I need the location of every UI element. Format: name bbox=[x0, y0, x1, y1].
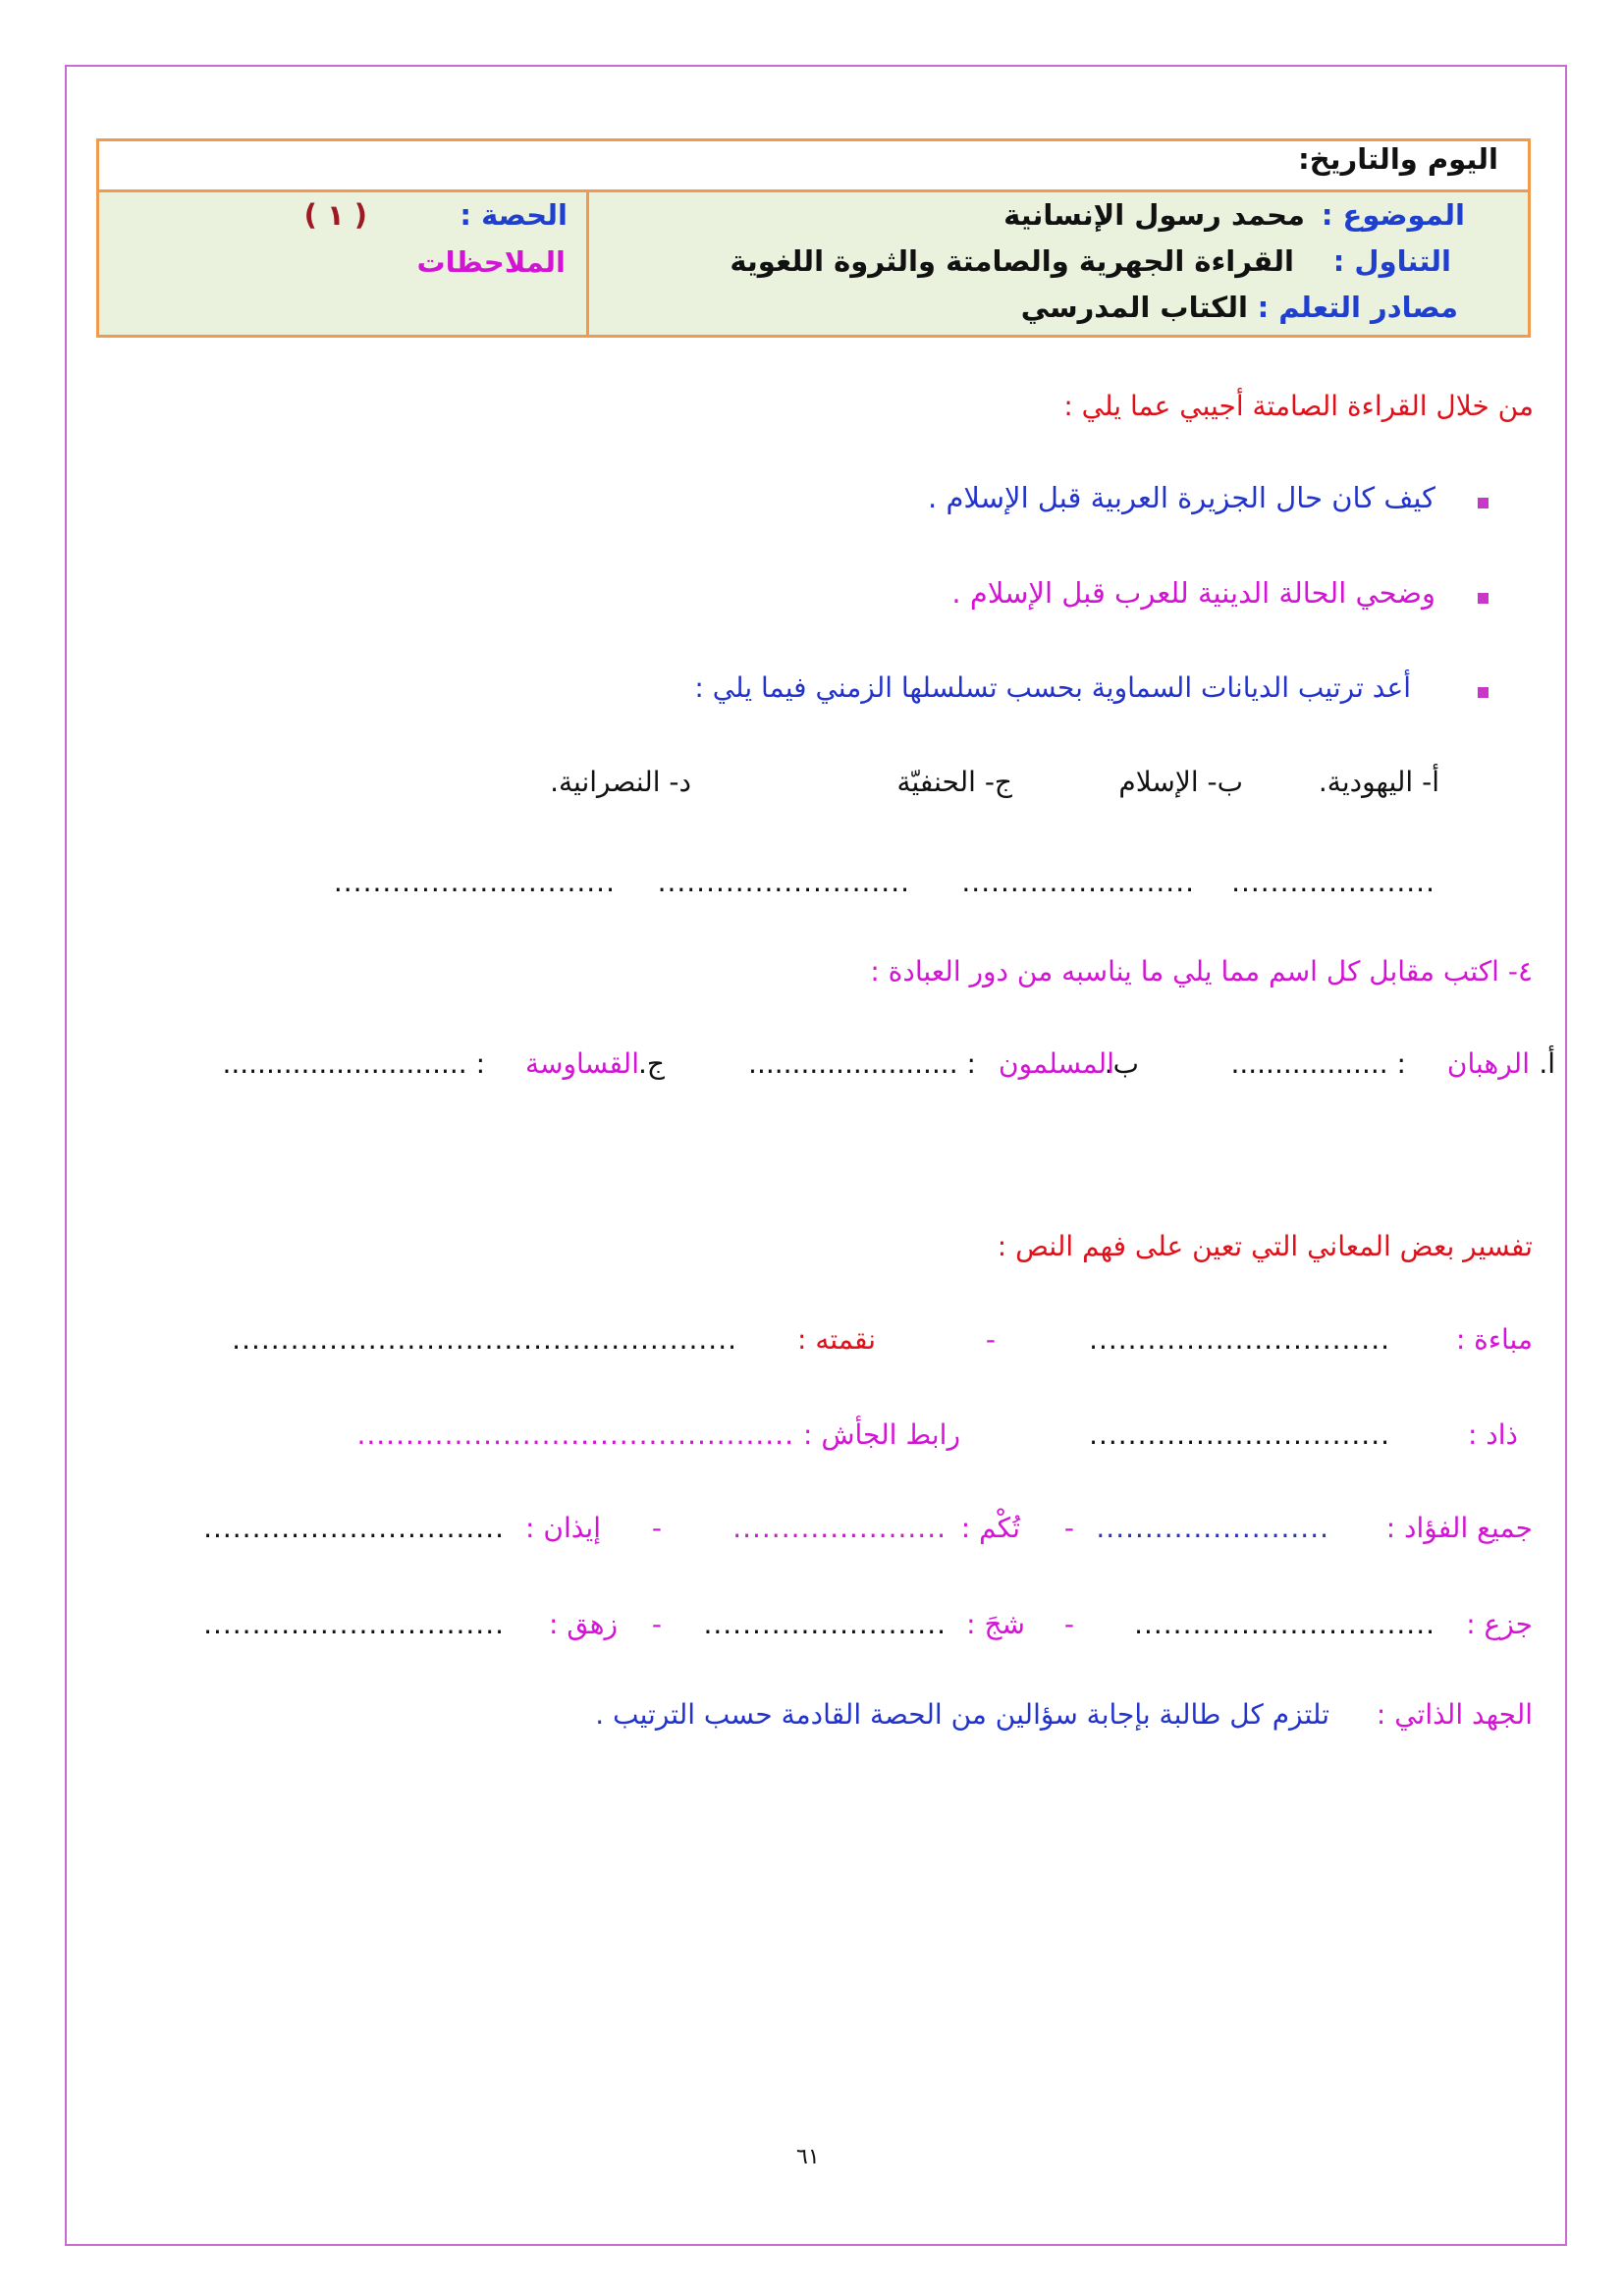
option-a: أ- اليهودية. bbox=[1318, 766, 1439, 798]
subject-value: محمد رسول الإنسانية bbox=[1003, 198, 1305, 232]
day-date-label: اليوم والتاريخ: bbox=[1298, 142, 1498, 176]
meanings-heading: تفسير بعض المعاني التي تعين على فهم النص : bbox=[997, 1230, 1533, 1262]
word-ithan: إيذان : bbox=[525, 1512, 601, 1544]
blank-shaj[interactable]: ......................... bbox=[703, 1608, 947, 1640]
word-mabaa: مباءة : bbox=[1455, 1323, 1533, 1356]
separator: - bbox=[1063, 1608, 1074, 1640]
page-number: ٦١ bbox=[796, 2145, 820, 2169]
word-zahaq: زهق : bbox=[549, 1608, 618, 1640]
header-divider bbox=[586, 192, 589, 335]
notes-label: الملاحظات bbox=[416, 245, 566, 279]
option-b: ب- الإسلام bbox=[1118, 766, 1243, 798]
worship-question: ٤- اكتب مقابل كل اسم مما يلي ما يناسبه من دور العبادة : bbox=[870, 955, 1533, 988]
option-c: ج- الحنفيّة bbox=[896, 766, 1012, 798]
item-c-name: القساوسة bbox=[525, 1047, 639, 1080]
item-a-prefix: أ. bbox=[1539, 1047, 1555, 1080]
self-effort-label: الجهد الذاتي : bbox=[1376, 1698, 1533, 1731]
question-3: أعد ترتيب الديانات السماوية بحسب تسلسلها الزمني فيما يلي : bbox=[694, 671, 1411, 704]
coverage-label: التناول : bbox=[1332, 244, 1451, 278]
answer-blank-4[interactable]: ............................. bbox=[333, 866, 616, 898]
period-label: الحصة : bbox=[460, 198, 568, 232]
separator: - bbox=[651, 1512, 662, 1544]
silent-reading-heading: من خلال القراءة الصامتة أجيبي عما يلي : bbox=[1063, 390, 1534, 422]
blank-rabit-aljash[interactable]: ............................................. bbox=[356, 1418, 794, 1451]
period-value: ( ١ ) bbox=[303, 198, 367, 232]
sources-value: الكتاب المدرسي bbox=[1020, 291, 1248, 324]
blank-mabaa[interactable]: ............................... bbox=[1089, 1323, 1390, 1356]
blank-jaza[interactable]: ............................... bbox=[1134, 1608, 1435, 1640]
item-b-prefix: ب. bbox=[1104, 1047, 1139, 1080]
blank-zahaq[interactable]: ............................... bbox=[203, 1608, 505, 1640]
question-2: وضحي الحالة الدينية للعرب قبل الإسلام . bbox=[951, 576, 1435, 610]
sources-label: مصادر التعلم : bbox=[1257, 291, 1458, 324]
answer-blank-3[interactable]: .......................... bbox=[657, 866, 910, 898]
item-c-prefix: ج. bbox=[638, 1047, 665, 1080]
item-c-blank[interactable]: : ............................ bbox=[222, 1047, 485, 1080]
blank-naqmatuh[interactable]: .................................................... bbox=[232, 1323, 737, 1356]
item-b-blank[interactable]: : ........................ bbox=[748, 1047, 976, 1080]
word-shaj: شجَ : bbox=[966, 1608, 1025, 1640]
item-b-name: المسلمون bbox=[999, 1047, 1114, 1080]
blank-tukm[interactable]: ...................... bbox=[732, 1512, 947, 1544]
item-a-name: الرهبان bbox=[1446, 1047, 1530, 1080]
word-tukm: تُكْم : bbox=[960, 1512, 1020, 1544]
bullet-icon bbox=[1478, 498, 1489, 508]
subject-label: الموضوع : bbox=[1321, 198, 1465, 232]
word-rabit-aljash: رابط الجأش : bbox=[802, 1418, 960, 1451]
blank-thad[interactable]: ............................... bbox=[1089, 1418, 1390, 1451]
question-1: كيف كان حال الجزيرة العربية قبل الإسلام . bbox=[928, 481, 1435, 514]
coverage-value: القراءة الجهرية والصامتة والثروة اللغوية bbox=[730, 244, 1294, 278]
word-jamee-alfuad: جميع الفؤاد : bbox=[1385, 1512, 1533, 1544]
word-thad: ذاد : bbox=[1467, 1418, 1518, 1451]
answer-blank-2[interactable]: ........................ bbox=[961, 866, 1195, 898]
answer-blank-1[interactable]: ..................... bbox=[1231, 866, 1435, 898]
separator: - bbox=[651, 1608, 662, 1640]
item-a-blank[interactable]: : .................. bbox=[1230, 1047, 1406, 1080]
option-d: د- النصرانية. bbox=[550, 766, 691, 798]
word-jaza: جزع : bbox=[1466, 1608, 1533, 1640]
word-naqmatuh: نقمته : bbox=[797, 1323, 876, 1356]
bullet-icon bbox=[1478, 687, 1489, 698]
self-effort-text: تلتزم كل طالبة بإجابة سؤالين من الحصة القادمة حسب الترتيب . bbox=[595, 1698, 1329, 1731]
separator: - bbox=[985, 1323, 996, 1356]
blank-jamee-alfuad[interactable]: ........................ bbox=[1096, 1512, 1329, 1544]
bullet-icon bbox=[1478, 593, 1489, 604]
blank-ithan[interactable]: ............................... bbox=[203, 1512, 505, 1544]
separator: - bbox=[1063, 1512, 1074, 1544]
